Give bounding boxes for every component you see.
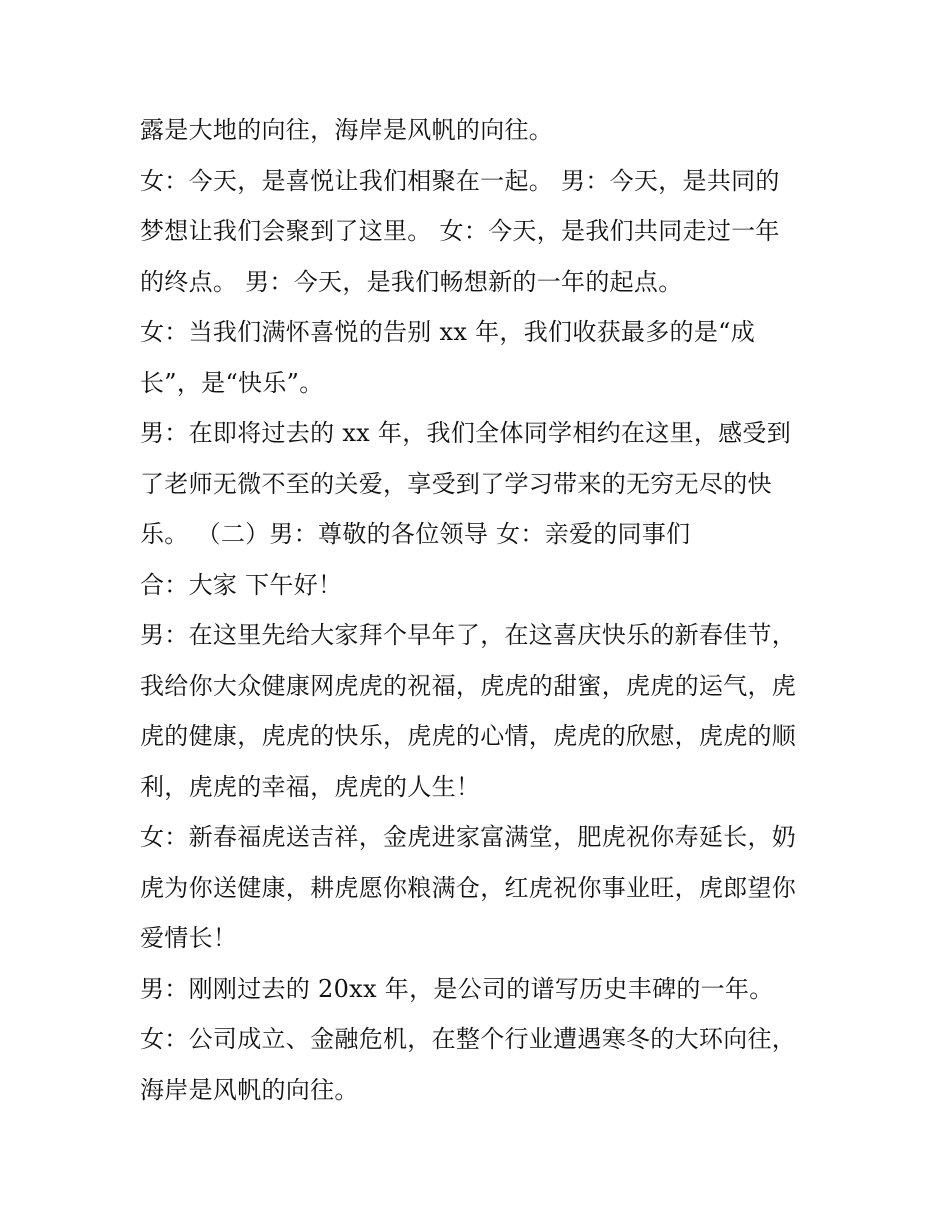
text-line: 利，虎虎的幸福，虎虎的人生！ bbox=[140, 773, 481, 801]
text-line: 女：公司成立、金融危机，在整个行业遭遇寒冬的大环向往， bbox=[140, 1025, 797, 1053]
text-line: 梦想让我们会聚到了这里。 女：今天，是我们共同走过一年 bbox=[140, 217, 780, 245]
text-line: 男：在这里先给大家拜个早年了，在这喜庆快乐的新春佳节， bbox=[140, 621, 797, 649]
text-line: 海岸是风帆的向往。 bbox=[140, 1076, 359, 1104]
text-line: 虎的健康，虎虎的快乐，虎虎的心情，虎虎的欣慰，虎虎的顺 bbox=[140, 722, 797, 750]
text-line: 虎为你送健康，耕虎愿你粮满仓，红虎祝你事业旺，虎郎望你 bbox=[140, 874, 797, 902]
text-line: 的终点。 男：今天，是我们畅想新的一年的起点。 bbox=[140, 268, 683, 296]
text-line: 合：大家 下午好！ bbox=[140, 571, 343, 599]
text-line: 我给你大众健康网虎虎的祝福，虎虎的甜蜜，虎虎的运气，虎 bbox=[140, 672, 797, 700]
text-line: 爱情长！ bbox=[140, 924, 238, 952]
text-line: 露是大地的向往，海岸是风帆的向往。 bbox=[140, 116, 554, 144]
text-line: 男：在即将过去的 xx 年，我们全体同学相约在这里，感受到 bbox=[140, 419, 792, 447]
text-line: 女：今天，是喜悦让我们相聚在一起。 男：今天，是共同的 bbox=[140, 167, 780, 195]
text-line: 女：新春福虎送吉祥，金虎进家富满堂，肥虎祝你寿延长，奶 bbox=[140, 823, 797, 851]
text-line: 女：当我们满怀喜悦的告别 xx 年，我们收获最多的是“成 bbox=[140, 318, 755, 346]
text-line: 乐。 （二）男：尊敬的各位领导 女：亲爱的同事们 bbox=[140, 520, 691, 548]
text-line: 男：刚刚过去的 20xx 年，是公司的谱写历史丰碑的一年。 bbox=[140, 975, 774, 1003]
text-line: 长”，是“快乐”。 bbox=[140, 369, 324, 397]
text-line: 了老师无微不至的关爱，享受到了学习带来的无穷无尽的快 bbox=[140, 470, 772, 498]
